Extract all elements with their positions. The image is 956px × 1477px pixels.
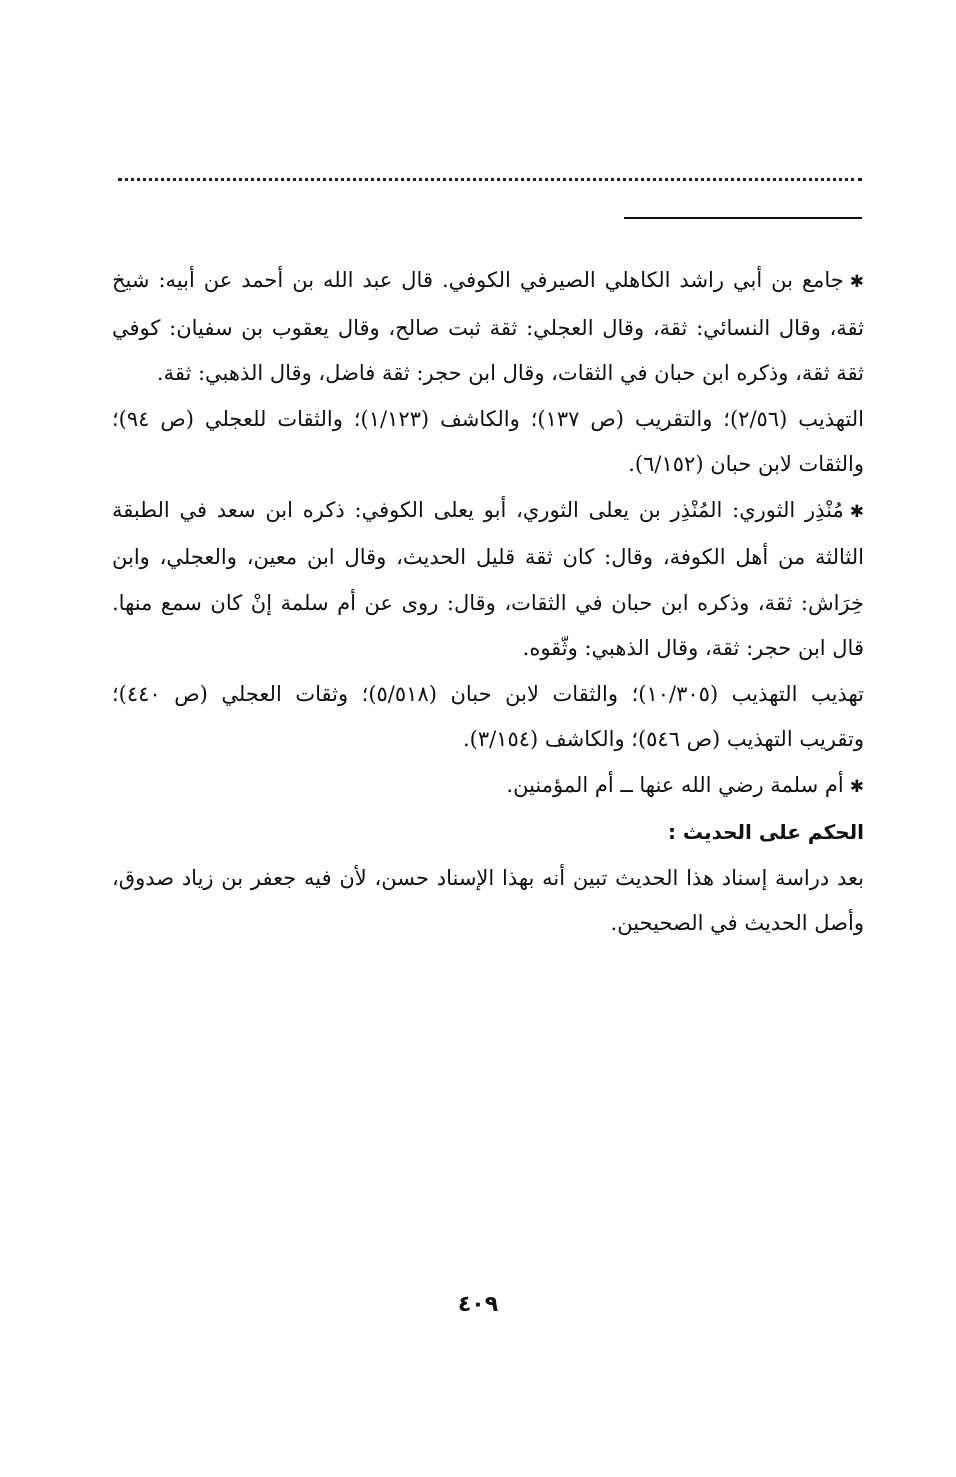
dotted-separator bbox=[118, 178, 862, 181]
asterisk-bullet-icon: ✱ bbox=[849, 501, 864, 522]
paragraph-text: مُنْذِر الثوري: المُنْذِر بن يعلى الثوري، أبو يعلى الكوفي: ذكره ابن سعد في الطبقة الثالثة من أهل الكوفة، وقال: كان ثقة قليل الحديث، وقال ابن معين، والعجلي، وابن خِرَاش: ثقة، وذكره ابن حبان في الثقات، وقال: روى عن أم سلمة إنْ كان سمع منها. قال ابن حجر: ثقة، وقال الذهبي: وثّقوه. bbox=[112, 497, 864, 660]
asterisk-bullet-icon: ✱ bbox=[849, 776, 864, 797]
references-jami bbox=[112, 397, 864, 488]
narrator-entry-mundhir bbox=[112, 488, 864, 672]
footnote-rule bbox=[624, 217, 862, 219]
paragraph-text: التهذيب (٢/٥٦)؛ والتقريب (ص ١٣٧)؛ والكاشف (١/١٢٣)؛ والثقات للعجلي (ص ٩٤)؛ والثقات لابن حبان (٦/١٥٢). bbox=[112, 406, 864, 476]
page-body bbox=[112, 258, 864, 947]
narrator-entry-jami bbox=[112, 258, 864, 397]
narrator-entry-umm-salama bbox=[112, 763, 864, 811]
paragraph-text: تهذيب التهذيب (١٠/٣٠٥)؛ والثقات لابن حبان (٥/٥١٨)؛ وثقات العجلي (ص ٤٤٠)؛ وتقريب التهذيب (ص ٥٤٦)؛ والكاشف (٣/١٥٤). bbox=[112, 681, 864, 751]
section-heading: الحكم على الحديث : bbox=[667, 820, 864, 844]
hadith-ruling-text: بعد دراسة إسناد هذا الحديث تبين أنه بهذا الإسناد حسن، لأن فيه جعفر بن زياد صدوق، وأصل الحديث في الصحيحين. bbox=[112, 865, 864, 935]
paragraph-text: جامع بن أبي راشد الكاهلي الصيرفي الكوفي. قال عبد الله بن أحمد عن أبيه: شيخ ثقة، وقال النسائي: ثقة، وقال العجلي: ثقة ثبت صالح، وقال يعقوب بن سفيان: كوفي ثقة ثقة، وذكره ابن حبان في الثقات، وقال ابن حجر: ثقة فاضل، وقال الذهبي: ثقة. bbox=[112, 268, 864, 385]
paragraph-text: أم سلمة رضي الله عنها ــ أم المؤمنين. bbox=[506, 772, 844, 797]
page-number: ٤٠٩ bbox=[457, 1292, 499, 1317]
references-mundhir bbox=[112, 672, 864, 763]
asterisk-bullet-icon: ✱ bbox=[849, 272, 864, 292]
